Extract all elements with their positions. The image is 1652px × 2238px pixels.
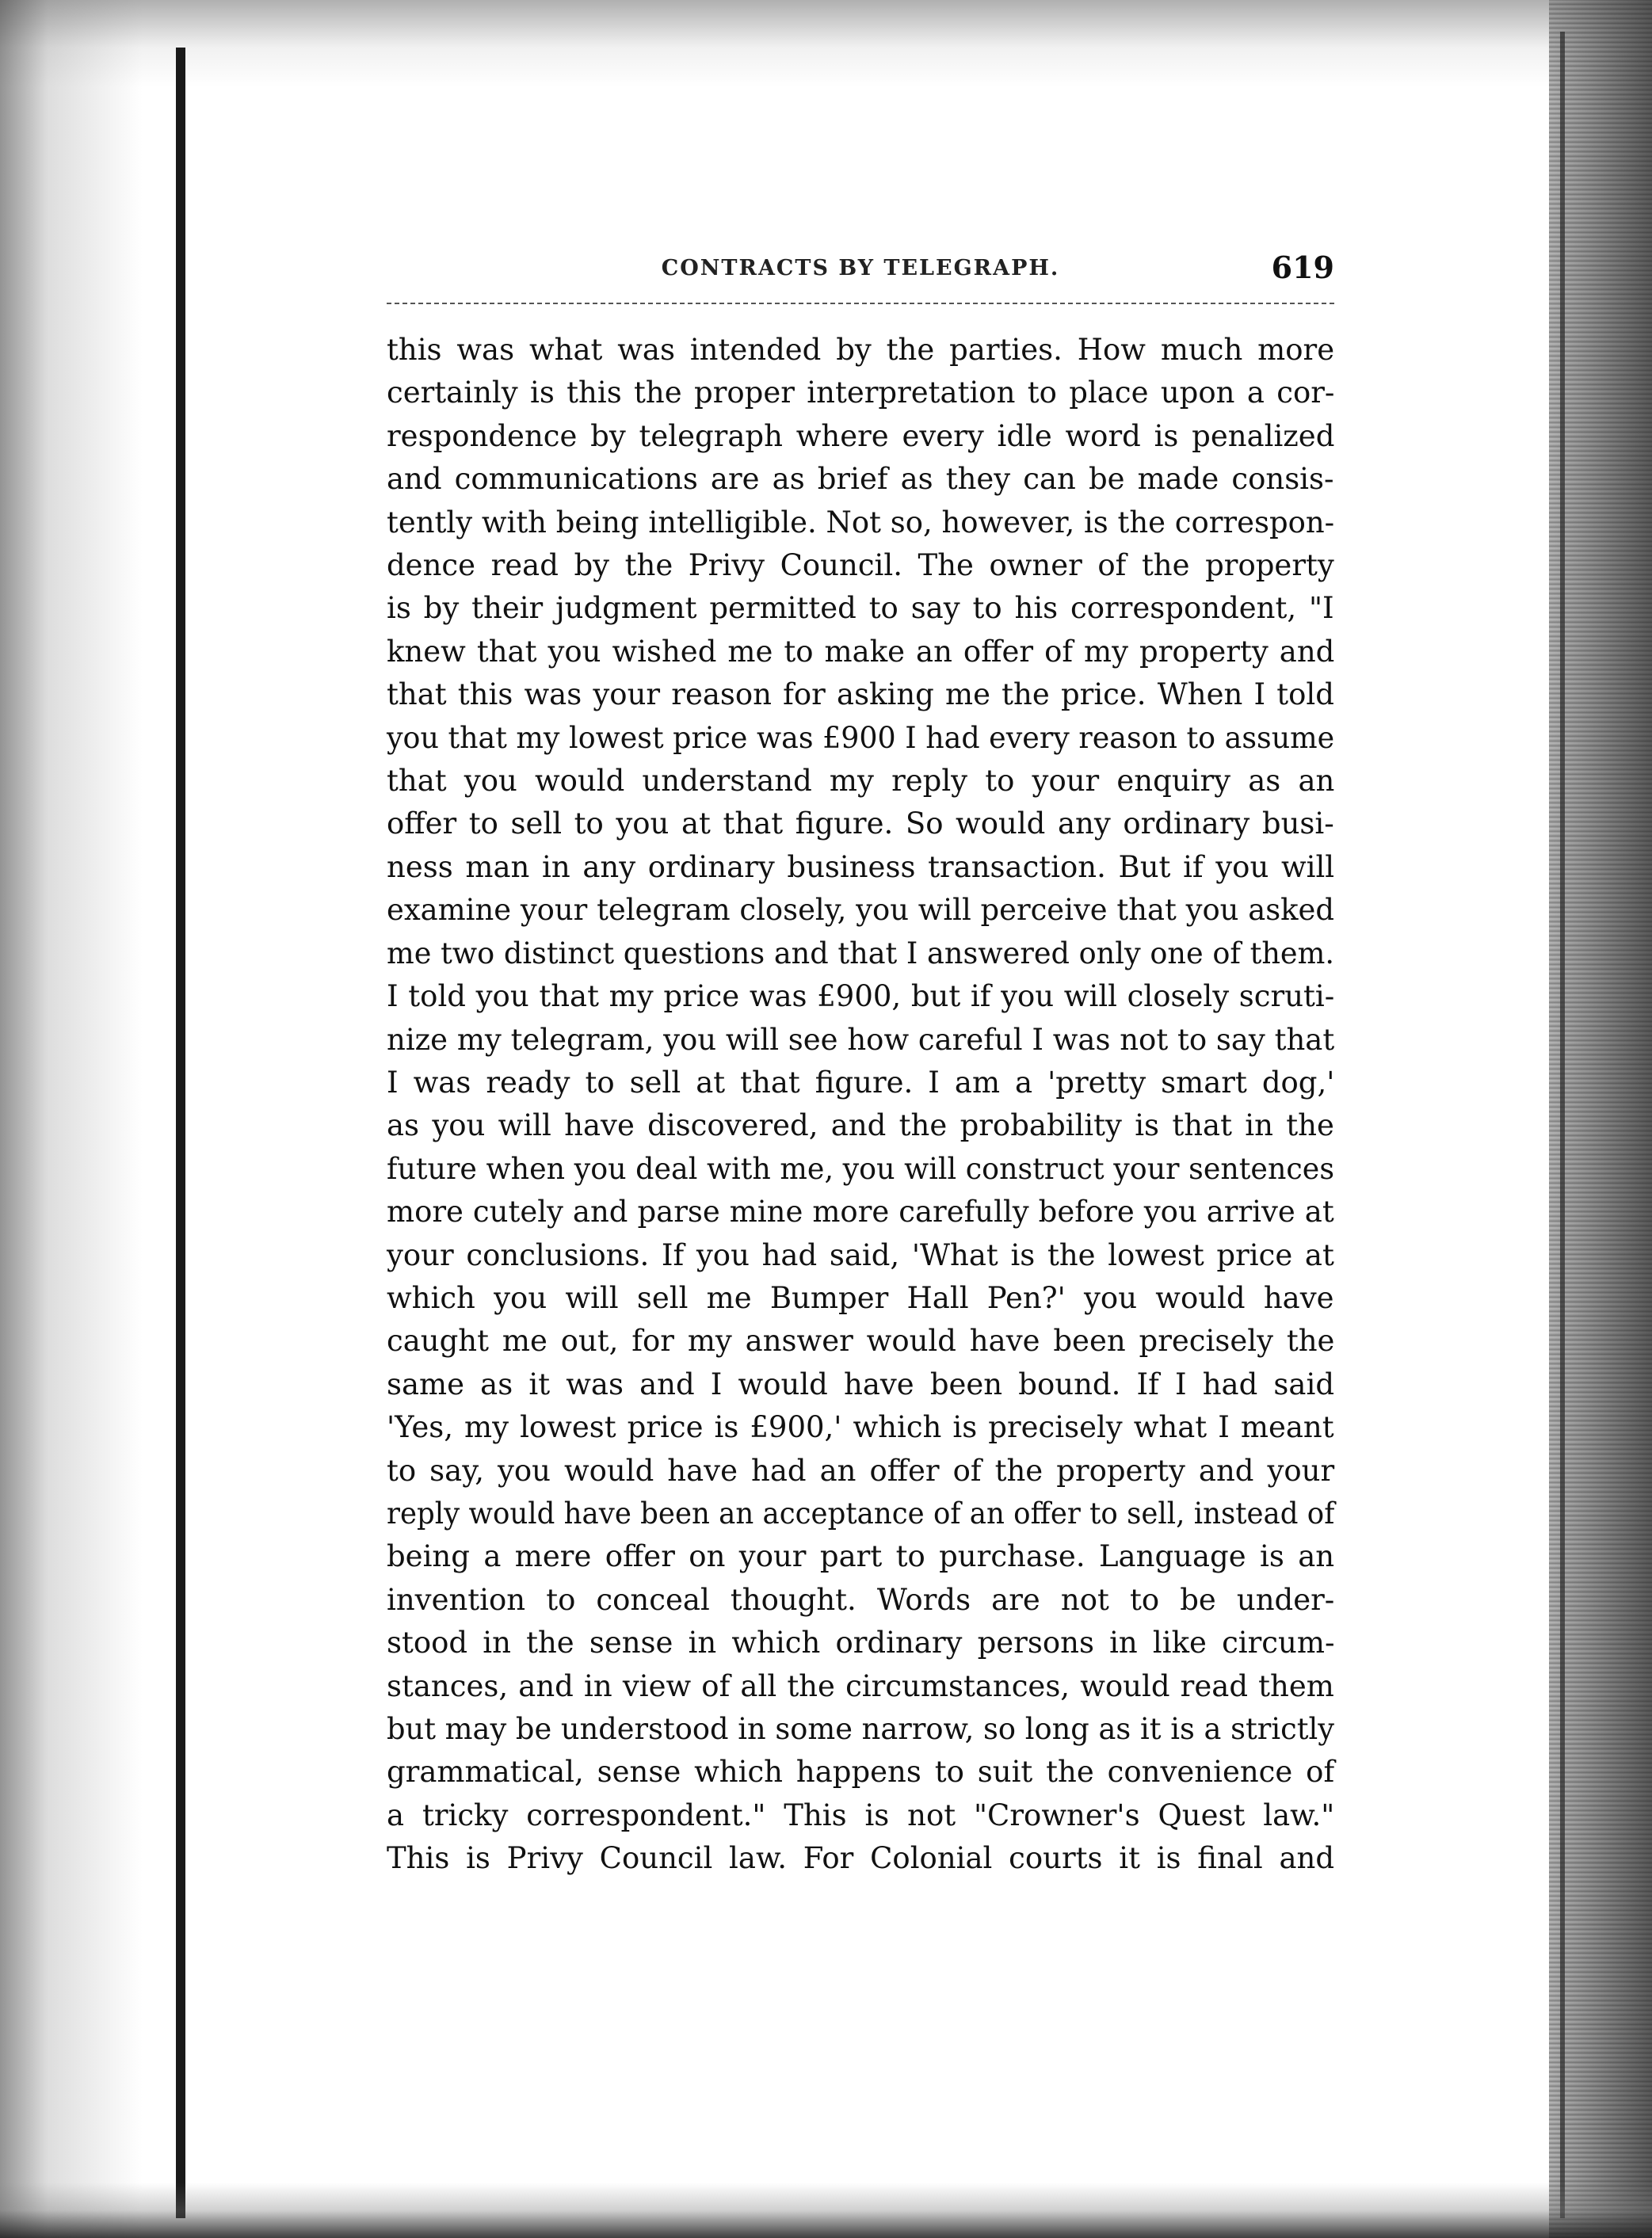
- body-text: [387, 329, 1334, 1881]
- text-line: that you would understand my reply to your enquiry as an: [387, 764, 1335, 799]
- text-line: grammatical, sense which happens to suit the convenience of: [387, 1755, 1335, 1790]
- text-line: reply would have been an acceptance of an offer to sell, instead of: [387, 1496, 1335, 1531]
- text-line: same as it was and I would have been bound. If I had said: [387, 1367, 1335, 1401]
- text-line: your conclusions. If you had said, 'What is the lowest price at: [387, 1237, 1334, 1272]
- text-line: I told you that my price was £900, but if you will closely scruti-: [387, 979, 1335, 1014]
- text-line: invention to conceal thought. Words are not to be under-: [387, 1582, 1335, 1617]
- text-line: to say, you would have had an offer of the property and your: [387, 1453, 1335, 1488]
- text-line: as you will have discovered, and the probability is that in the: [387, 1108, 1334, 1143]
- text-line: future when you deal with me, you will construct your sentences: [387, 1151, 1334, 1186]
- text-line: me two distinct questions and that I answered only one of them.: [387, 936, 1334, 970]
- text-line: this was what was intended by the parties. How much more: [387, 333, 1335, 367]
- text-line: tently with being intelligible. Not so, however, is the correspon-: [387, 505, 1335, 539]
- text-line: is by their judgment permitted to say to his correspondent, "I: [387, 591, 1334, 626]
- text-line: stood in the sense in which ordinary persons in like circum-: [387, 1626, 1335, 1660]
- scan-bottom-shadow: [0, 2183, 1652, 2238]
- text-line: you that my lowest price was £900 I had every reason to assume: [387, 720, 1335, 755]
- scan-left-binding-line: [176, 48, 185, 2218]
- header-rule: [387, 303, 1334, 304]
- running-title: CONTRACTS BY TELEGRAPH.: [661, 256, 1060, 280]
- scan-left-shadow: [0, 0, 182, 2238]
- scan-top-shadow: [0, 0, 1652, 87]
- text-line: that this was your reason for asking me the price. When I told: [387, 677, 1334, 712]
- text-line: certainly is this the proper interpretation to place upon a cor-: [387, 376, 1335, 410]
- text-line: 'Yes, my lowest price is £900,' which is precisely what I meant: [387, 1410, 1334, 1445]
- text-line: nize my telegram, you will see how careful I was not to say that: [387, 1022, 1335, 1057]
- text-line: I was ready to sell at that figure. I am a 'pretty smart dog,': [387, 1065, 1335, 1100]
- text-line: and communications are as brief as they can be made consis-: [387, 462, 1334, 497]
- text-line: a tricky correspondent." This is not "Crowner's Quest law.": [387, 1798, 1335, 1832]
- scan-right-binding-line: [1560, 32, 1565, 2218]
- text-line: This is Privy Council law. For Colonial courts it is final and: [387, 1841, 1335, 1876]
- text-line: but may be understood in some narrow, so long as it is a strictly: [387, 1712, 1334, 1746]
- text-line: respondence by telegraph where every idle word is penalized: [387, 418, 1335, 453]
- text-line: examine your telegram closely, you will perceive that you asked: [387, 893, 1334, 928]
- text-line: caught me out, for my answer would have been precisely the: [387, 1324, 1335, 1359]
- text-line: offer to sell to you at that figure. So would any ordinary busi-: [387, 806, 1334, 841]
- text-line: ness man in any ordinary business transaction. But if you will: [387, 849, 1335, 884]
- text-line: being a mere offer on your part to purchase. Language is an: [387, 1539, 1335, 1574]
- page-number: 619: [1271, 250, 1334, 285]
- page-header: [387, 250, 1334, 297]
- text-line: stances, and in view of all the circumstances, would read them: [387, 1668, 1334, 1703]
- text-line: knew that you wished me to make an offer of my property and: [387, 634, 1335, 669]
- text-line: which you will sell me Bumper Hall Pen?' you would have: [387, 1280, 1334, 1315]
- text-line: dence read by the Privy Council. The owner of the property: [387, 548, 1334, 583]
- text-line: more cutely and parse mine more carefully before you arrive at: [387, 1195, 1334, 1230]
